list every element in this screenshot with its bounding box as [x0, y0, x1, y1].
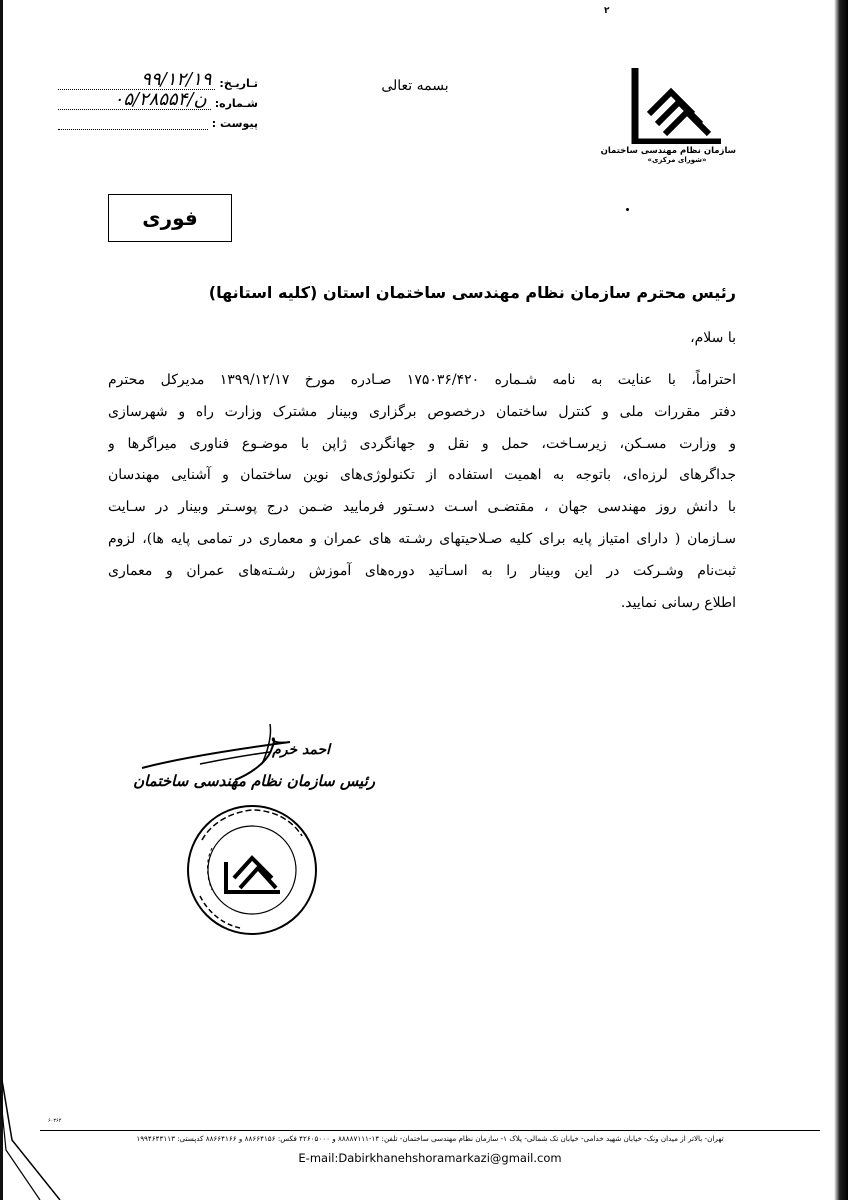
org-subtitle: «شورای مرکزی»: [647, 156, 707, 164]
number-value: ۰۵/۲۸۵۵۴/ن: [58, 91, 211, 110]
body-line: احتراماً، با عنایت به نامه شـماره ۱۷۵۰۳۶/۴۲۰ صـادره مورخ ۱۳۹۹/۱۲/۱۷ مدیرکل محترم: [108, 372, 736, 388]
org-logo-icon: [627, 62, 727, 144]
org-name: سازمان نظام مهندسی ساختمان: [600, 146, 736, 156]
recipient-heading: رئیس محترم سازمان نظام مهندسی ساختمان استان (کلیه استانها): [208, 283, 736, 302]
body-line: با دانش روز مهندسی جهان ، مقتضـی اسـت دسـتور فرمایید ضـمن درج پوسـتر وبینار در سـایت: [108, 499, 736, 516]
date-value: ۹۹/۱۲/۱۹: [58, 71, 215, 90]
date-row: [58, 70, 258, 90]
attachment-label: پیوست :: [211, 117, 258, 130]
body-line: ثبت‌نام وشـرکت در این وبینار را به اسـاتید دوره‌های آموزش رشـته‌های عمران و معماری: [108, 562, 736, 579]
official-seal-icon: [182, 800, 322, 940]
attachment-row: [58, 110, 258, 130]
date-label: تـاریـخ:: [219, 77, 258, 90]
invocation: بسمه تعالی: [381, 78, 449, 94]
number-label: شـماره:: [214, 97, 258, 110]
footer-email: E-mail:Dabirkhanehshoramarkazi@gmail.com: [298, 1151, 562, 1165]
attachment-blank: [58, 117, 208, 130]
top-mark: ۲: [604, 6, 610, 16]
body-line: جداگرهای لرزه‌ای، باتوجه به اهمیت استفاده از تکنولوژی‌های نوین ساختمان و آشنایی مهندسان: [108, 467, 736, 484]
scan-right-edge: [834, 0, 848, 1200]
org-logo: [600, 62, 736, 164]
letter-body: [108, 365, 736, 619]
form-code: ۶۰۳۶۴: [48, 1118, 62, 1124]
body-line: سـازمان ( دارای امتیاز پایه برای کلیه صـلاحیتهای رشـته های عمران و معماری در تمامی پایه ها)، لزوم: [108, 530, 736, 547]
salutation: با سلام،: [690, 330, 736, 346]
urgent-box: فوری: [108, 194, 232, 242]
letter-meta: [58, 70, 258, 130]
footer-divider: [40, 1130, 820, 1131]
body-line: و وزارت مسـکن، زیرسـاخت، حمل و نقل و جهانگردی ژاپن با موضـوع فناوری میراگرها و: [108, 435, 736, 452]
number-row: [58, 90, 258, 110]
signatory-name: احمد خرم: [272, 742, 330, 758]
scan-left-edge: [0, 0, 3, 1200]
body-line: اطلاع رسانی نمایید.: [620, 594, 736, 611]
footer-address: تهران- بالاتر از میدان ونک- خیابان شهید خدامی- خیابان تک شمالی- پلاک ۱- سازمان نظام مهندسی ساختمان- تلفن: ۱۴-۸۸۸۸۷۱۱۱ و ۴۲۶۰۵۰۰۰ فکس: ۸۸۶۶۴۱۵۶ و ۸۸۶۶۴۱۶۶ کدپستی: ۱۹۹۴۶۴۳۱۱۳: [136, 1134, 724, 1143]
signatory-title: رئیس سازمان نظام مهندسی ساختمان: [133, 772, 375, 790]
stray-dot: [626, 208, 629, 211]
body-line: دفتر مقررات ملی و کنترل ساختمان درخصوص برگزاری وبینار مشترک وزارت راه و شهرسازی: [108, 403, 736, 420]
